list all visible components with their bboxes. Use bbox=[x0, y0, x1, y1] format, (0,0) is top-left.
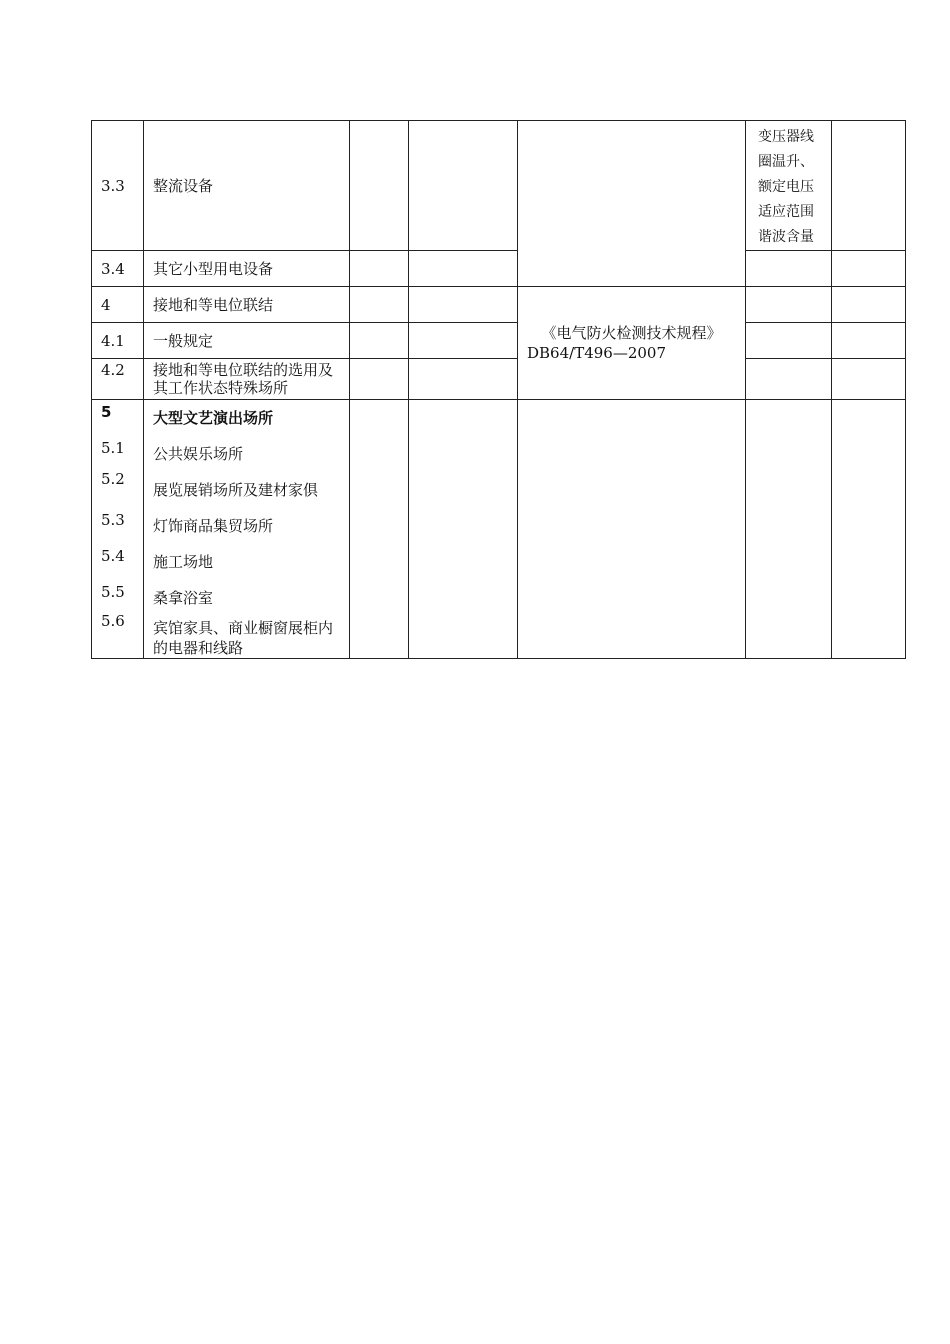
spec-code: DB64/T496—2007 bbox=[527, 344, 666, 362]
row-number: 4 bbox=[92, 287, 144, 323]
param-line: 适应范围 bbox=[758, 204, 814, 220]
empty-cell bbox=[746, 287, 832, 323]
list-item: 灯饰商品集贸场所 bbox=[153, 517, 274, 535]
inspection-table bbox=[91, 120, 906, 659]
empty-cell bbox=[832, 251, 906, 287]
param-line: 额定电压 bbox=[758, 179, 814, 195]
empty-cell bbox=[350, 400, 409, 659]
empty-cell bbox=[409, 251, 518, 287]
table-row bbox=[92, 251, 906, 287]
list-item: 桑拿浴室 bbox=[153, 589, 214, 607]
item-name: 接地和等电位联结的选用及其工作状态特殊场所 bbox=[144, 359, 350, 400]
list-number: 5 bbox=[101, 403, 112, 421]
param-line: 变压器线 bbox=[758, 129, 814, 145]
param-line: 谐波含量 bbox=[758, 229, 814, 245]
list-number: 5.3 bbox=[101, 511, 125, 529]
table-row bbox=[92, 287, 906, 323]
list-item: 施工场地 bbox=[153, 553, 214, 571]
empty-cell bbox=[350, 323, 409, 359]
empty-cell bbox=[832, 323, 906, 359]
empty-cell bbox=[350, 251, 409, 287]
table-row bbox=[92, 400, 906, 659]
list-item: 公共娱乐场所 bbox=[153, 445, 244, 463]
params-cell bbox=[746, 121, 832, 251]
item-name: 其它小型用电设备 bbox=[144, 251, 350, 287]
empty-cell bbox=[409, 287, 518, 323]
item-name: 一般规定 bbox=[144, 323, 350, 359]
item-name-list bbox=[144, 400, 350, 659]
item-name: 整流设备 bbox=[144, 121, 350, 251]
empty-cell bbox=[409, 121, 518, 251]
list-number: 5.6 bbox=[101, 612, 125, 630]
empty-cell bbox=[409, 359, 518, 400]
empty-cell bbox=[746, 359, 832, 400]
empty-cell bbox=[746, 323, 832, 359]
list-item: 展览展销场所及建材家俱 bbox=[153, 481, 319, 499]
param-line: 圈温升、 bbox=[758, 154, 814, 170]
row-number: 4.1 bbox=[92, 323, 144, 359]
empty-cell bbox=[518, 400, 746, 659]
list-number: 5.5 bbox=[101, 583, 125, 601]
empty-cell bbox=[350, 287, 409, 323]
spec-cell bbox=[518, 121, 746, 287]
empty-cell bbox=[832, 121, 906, 251]
table-row bbox=[92, 121, 906, 251]
item-name: 接地和等电位联结 bbox=[144, 287, 350, 323]
list-item: 宾馆家具、商业橱窗展柜内的电器和线路 bbox=[153, 619, 334, 657]
table-row bbox=[92, 359, 906, 400]
row-number: 4.2 bbox=[92, 359, 144, 400]
row-number: 3.4 bbox=[92, 251, 144, 287]
spec-title: 《电气防火检测技术规程》 bbox=[541, 324, 722, 342]
empty-cell bbox=[350, 359, 409, 400]
list-item: 大型文艺演出场所 bbox=[153, 409, 274, 427]
list-number: 5.2 bbox=[101, 470, 125, 488]
empty-cell bbox=[746, 400, 832, 659]
empty-cell bbox=[409, 323, 518, 359]
row-number-list bbox=[92, 400, 144, 659]
empty-cell bbox=[832, 359, 906, 400]
list-number: 5.1 bbox=[101, 439, 125, 457]
list-number: 5.4 bbox=[101, 547, 125, 565]
table-row bbox=[92, 323, 906, 359]
spec-cell bbox=[518, 287, 746, 400]
empty-cell bbox=[832, 287, 906, 323]
empty-cell bbox=[409, 400, 518, 659]
row-number: 3.3 bbox=[92, 121, 144, 251]
empty-cell bbox=[746, 251, 832, 287]
empty-cell bbox=[350, 121, 409, 251]
empty-cell bbox=[832, 400, 906, 659]
